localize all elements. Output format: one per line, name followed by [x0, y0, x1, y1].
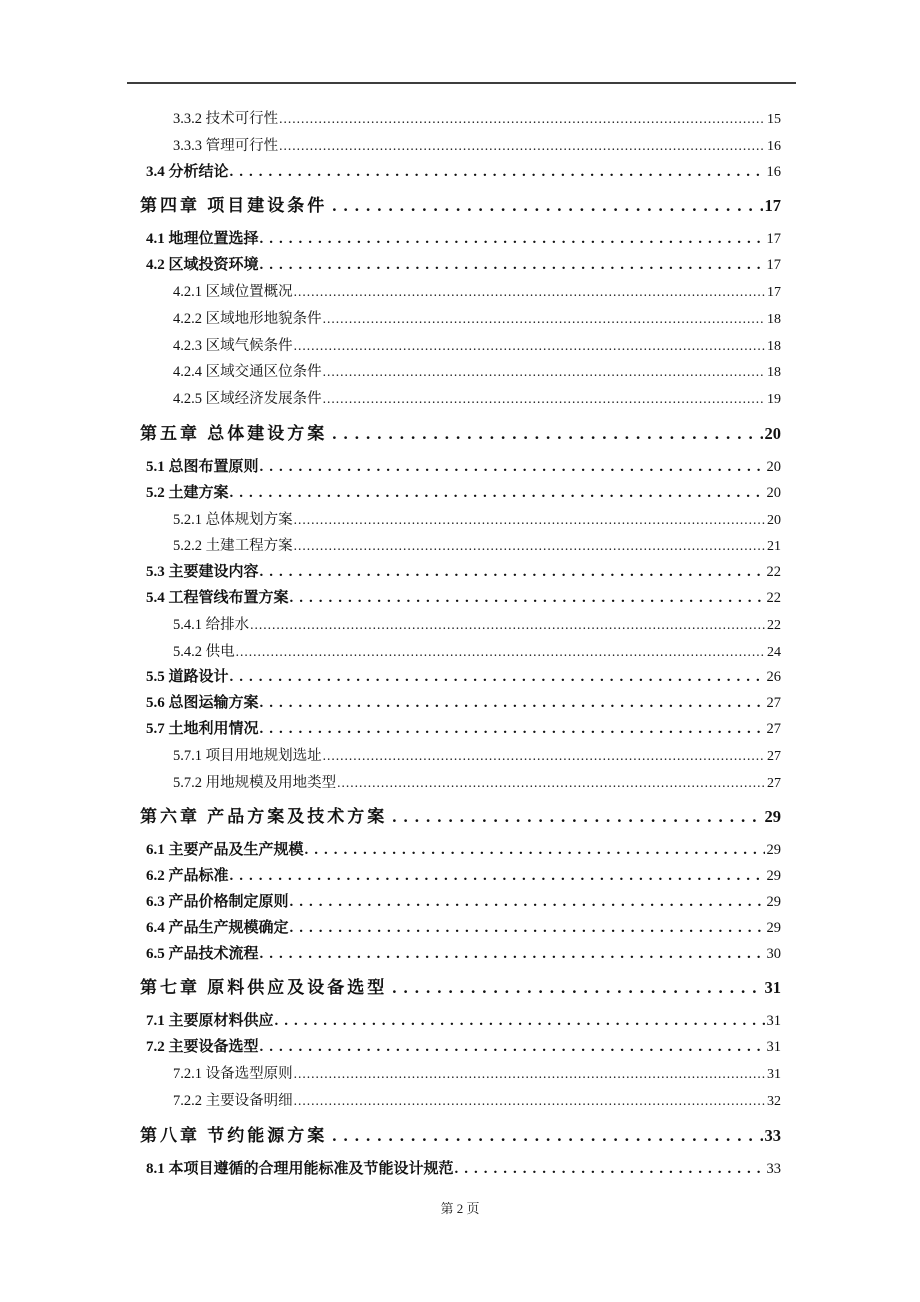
- toc-entry-label: 4.2.4 区域交通区位条件: [173, 364, 322, 381]
- toc-entry-page: 31: [766, 1039, 781, 1056]
- toc-leader-dots: [290, 916, 765, 942]
- toc-entry-label: 6.2 产品标准: [146, 868, 229, 885]
- toc-entry[interactable]: [173, 507, 781, 534]
- toc-leader-dots: [294, 533, 765, 559]
- toc-entry-label: 4.1 地理位置选择: [146, 231, 259, 248]
- toc-entry[interactable]: [146, 481, 781, 507]
- toc-entry-label: 第四章 项目建设条件: [140, 196, 328, 216]
- toc-leader-dots: [294, 1061, 765, 1087]
- toc-leader-dots: [305, 838, 765, 864]
- toc-entry[interactable]: [140, 803, 781, 831]
- toc-entry-label: 5.2.2 土建工程方案: [173, 538, 293, 555]
- toc-entry-page: 22: [767, 617, 781, 633]
- table-of-contents: [140, 106, 781, 1182]
- toc-entry[interactable]: [146, 160, 781, 186]
- toc-leader-dots: [294, 279, 765, 305]
- toc-leader-dots: [323, 359, 765, 385]
- toc-entry-page: 22: [766, 589, 781, 606]
- toc-entry[interactable]: [173, 1088, 781, 1115]
- toc-entry-page: 33: [766, 1160, 781, 1177]
- toc-entry-page: 29: [766, 842, 781, 859]
- toc-entry[interactable]: [173, 386, 781, 413]
- toc-entry-page: 17: [764, 196, 781, 216]
- page-footer: [0, 1198, 920, 1217]
- toc-leader-dots: [230, 864, 765, 890]
- toc-leader-dots: [290, 890, 765, 916]
- toc-entry-label: 5.3 主要建设内容: [146, 564, 259, 581]
- toc-entry-label: 4.2.2 区域地形地貌条件: [173, 310, 322, 327]
- toc-entry[interactable]: [146, 586, 781, 612]
- toc-leader-dots: [332, 420, 762, 448]
- toc-entry-label: 8.1 本项目遵循的合理用能标准及节能设计规范: [146, 1160, 454, 1177]
- toc-entry[interactable]: [146, 1009, 781, 1035]
- toc-leader-dots: [294, 333, 765, 359]
- toc-leader-dots: [236, 639, 765, 665]
- toc-entry-label: 7.2.1 设备选型原则: [173, 1065, 293, 1082]
- toc-entry[interactable]: [146, 916, 781, 942]
- toc-entry[interactable]: [173, 1061, 781, 1088]
- toc-entry-page: 18: [767, 311, 781, 327]
- toc-entry-label: 第八章 节约能源方案: [140, 1125, 328, 1145]
- toc-entry-label: 第七章 原料供应及设备选型: [140, 978, 388, 998]
- toc-leader-dots: [230, 665, 765, 691]
- toc-entry[interactable]: [173, 743, 781, 770]
- toc-entry-label: 5.7.1 项目用地规划选址: [173, 747, 322, 764]
- toc-entry-page: 31: [767, 1066, 781, 1082]
- toc-entry-label: 5.5 道路设计: [146, 669, 229, 686]
- toc-leader-dots: [230, 481, 765, 507]
- toc-leader-dots: [250, 612, 765, 638]
- toc-entry[interactable]: [146, 560, 781, 586]
- toc-entry-label: 6.4 产品生产规模确定: [146, 919, 289, 936]
- toc-leader-dots: [260, 560, 765, 586]
- toc-entry-label: 4.2.1 区域位置概况: [173, 283, 293, 300]
- toc-leader-dots: [332, 192, 762, 220]
- toc-entry-page: 24: [767, 644, 781, 660]
- toc-entry-page: 29: [766, 919, 781, 936]
- toc-entry-label: 3.3.2 技术可行性: [173, 111, 279, 127]
- toc-entry-page: 15: [767, 112, 781, 127]
- toc-leader-dots: [455, 1157, 765, 1183]
- toc-leader-dots: [332, 1122, 762, 1150]
- toc-leader-dots: [279, 106, 765, 132]
- toc-leader-dots: [294, 507, 765, 533]
- toc-entry-page: 21: [767, 539, 781, 555]
- toc-entry-label: 5.2 土建方案: [146, 484, 229, 501]
- toc-entry-label: 5.2.1 总体规划方案: [173, 511, 293, 528]
- toc-entry-label: 3.3.3 管理可行性: [173, 137, 279, 154]
- toc-entry-page: 19: [767, 392, 781, 408]
- toc-entry-label: 第六章 产品方案及技术方案: [140, 807, 388, 827]
- toc-entry[interactable]: [146, 717, 781, 743]
- toc-entry-page: 33: [764, 1125, 781, 1145]
- toc-entry-page: 18: [767, 365, 781, 381]
- toc-entry-page: 27: [767, 775, 781, 791]
- toc-entry-label: 5.4 工程管线布置方案: [146, 589, 289, 606]
- toc-leader-dots: [260, 717, 765, 743]
- page-number: 第 2 页: [440, 1201, 480, 1216]
- toc-leader-dots: [294, 1088, 765, 1114]
- toc-entry-page: 17: [767, 284, 781, 300]
- toc-entry-label: 7.2 主要设备选型: [146, 1039, 259, 1056]
- toc-leader-dots: [260, 253, 765, 279]
- toc-entry-page: 17: [766, 231, 781, 248]
- toc-entry[interactable]: [140, 974, 781, 1002]
- toc-entry[interactable]: [173, 612, 781, 639]
- toc-entry-label: 7.2.2 主要设备明细: [173, 1092, 293, 1109]
- toc-leader-dots: [279, 133, 765, 159]
- toc-leader-dots: [337, 770, 765, 796]
- toc-entry-page: 31: [766, 1013, 781, 1030]
- toc-entry[interactable]: [173, 333, 781, 360]
- toc-entry[interactable]: [173, 279, 781, 306]
- toc-entry[interactable]: [146, 890, 781, 916]
- toc-leader-dots: [323, 386, 765, 412]
- toc-leader-dots: [260, 691, 765, 717]
- toc-entry-page: 27: [766, 720, 781, 737]
- toc-entry-page: 16: [766, 163, 781, 180]
- toc-entry[interactable]: [146, 665, 781, 691]
- toc-entry-page: 20: [766, 484, 781, 501]
- toc-entry-label: 5.4.1 给排水: [173, 616, 250, 633]
- toc-entry-page: 20: [764, 423, 781, 443]
- toc-entry[interactable]: [146, 455, 781, 481]
- toc-entry-label: 5.7 土地利用情况: [146, 720, 259, 737]
- toc-entry[interactable]: [173, 133, 781, 160]
- toc-entry-page: 17: [766, 257, 781, 274]
- toc-entry-label: 5.1 总图布置原则: [146, 458, 259, 475]
- toc-entry-page: 31: [764, 978, 781, 998]
- toc-entry-label: 5.7.2 用地规模及用地类型: [173, 774, 337, 791]
- toc-leader-dots: [275, 1009, 765, 1035]
- toc-entry-label: 6.5 产品技术流程: [146, 945, 259, 962]
- toc-entry[interactable]: [140, 1122, 781, 1150]
- toc-entry[interactable]: [140, 192, 781, 220]
- toc-leader-dots: [323, 743, 765, 769]
- toc-entry[interactable]: [173, 770, 781, 797]
- toc-entry-label: 6.1 主要产品及生产规模: [146, 842, 304, 859]
- toc-leader-dots: [260, 455, 765, 481]
- toc-entry-label: 3.4 分析结论: [146, 163, 229, 180]
- toc-leader-dots: [260, 942, 765, 968]
- toc-entry-page: 22: [766, 564, 781, 581]
- toc-entry-label: 5.6 总图运输方案: [146, 695, 259, 712]
- toc-entry-page: 29: [766, 868, 781, 885]
- toc-entry[interactable]: [140, 420, 781, 448]
- toc-entry[interactable]: [146, 691, 781, 717]
- toc-entry-label: 7.1 主要原材料供应: [146, 1013, 274, 1030]
- toc-entry-label: 6.3 产品价格制定原则: [146, 893, 289, 910]
- toc-entry-page: 20: [767, 512, 781, 528]
- toc-entry-page: 27: [766, 695, 781, 712]
- toc-entry-label: 第五章 总体建设方案: [140, 423, 328, 443]
- toc-entry[interactable]: [146, 253, 781, 279]
- toc-entry-label: 4.2.3 区域气候条件: [173, 337, 293, 354]
- toc-leader-dots: [323, 306, 765, 332]
- toc-entry-page: 26: [766, 669, 781, 686]
- toc-entry[interactable]: [146, 942, 781, 968]
- toc-entry[interactable]: [173, 639, 781, 666]
- toc-entry-page: 32: [767, 1093, 781, 1109]
- toc-leader-dots: [230, 160, 765, 186]
- toc-entry[interactable]: [146, 838, 781, 864]
- toc-entry[interactable]: [173, 359, 781, 386]
- toc-entry-page: 29: [764, 807, 781, 827]
- toc-leader-dots: [260, 1035, 765, 1061]
- toc-entry-page: 30: [766, 945, 781, 962]
- toc-entry[interactable]: [146, 227, 781, 253]
- toc-entry-page: 16: [767, 138, 781, 154]
- header-rule: [127, 82, 796, 84]
- toc-leader-dots: [392, 974, 762, 1002]
- toc-entry[interactable]: [173, 306, 781, 333]
- toc-entry-label: 4.2 区域投资环境: [146, 257, 259, 274]
- toc-entry[interactable]: [146, 1035, 781, 1061]
- toc-entry[interactable]: [146, 1157, 781, 1183]
- toc-entry[interactable]: [173, 106, 781, 133]
- toc-entry-label: 5.4.2 供电: [173, 643, 235, 660]
- toc-entry-page: 18: [767, 338, 781, 354]
- toc-entry-page: 29: [766, 893, 781, 910]
- toc-entry-label: 4.2.5 区域经济发展条件: [173, 391, 322, 408]
- toc-entry-page: 20: [766, 458, 781, 475]
- toc-leader-dots: [290, 586, 765, 612]
- toc-entry[interactable]: [146, 864, 781, 890]
- toc-leader-dots: [392, 803, 762, 831]
- toc-entry[interactable]: [173, 533, 781, 560]
- toc-leader-dots: [260, 227, 765, 253]
- toc-entry-page: 27: [767, 748, 781, 764]
